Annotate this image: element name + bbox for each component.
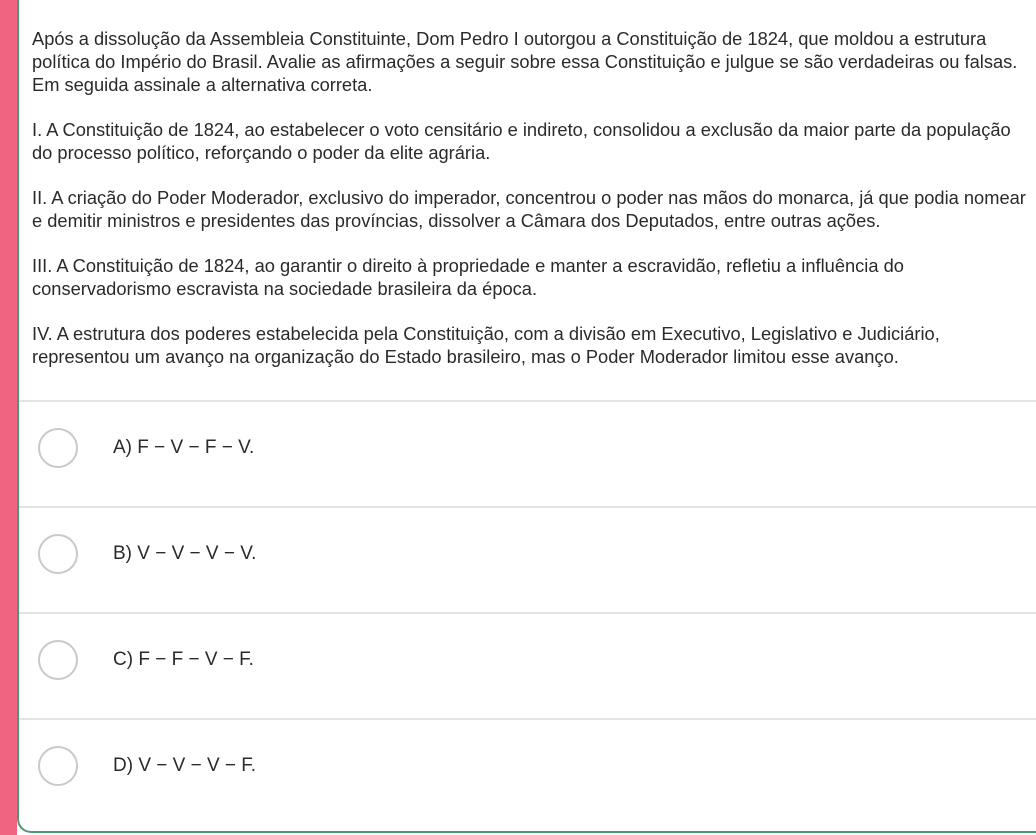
statement-4: IV. A estrutura dos poderes estabelecida pela Constituição, com a divisão em Executivo, Legislativo e Judiciário, representou um avanço na organização do Estado brasileiro, mas o Poder Moderador limitou esse avanço. [32, 323, 940, 367]
option-c-label: C) F − F − V − F. [113, 649, 254, 670]
radio-button-b[interactable] [38, 534, 78, 574]
option-b-label: B) V − V − V − V. [113, 543, 257, 564]
question-intro: Após a dissolução da Assembleia Constituinte, Dom Pedro I outorgou a Constituição de 1824, que moldou a estrutura política do Império do Brasil. Avalie as afirmações a seguir sobre essa Constituição e julgue se são verdadeiras ou falsas. Em seguida assinale a alternativa correta. [32, 28, 1018, 95]
radio-button-c[interactable] [38, 640, 78, 680]
option-d[interactable] [19, 720, 1036, 826]
radio-button-d[interactable] [38, 746, 78, 786]
option-b[interactable] [19, 508, 1036, 614]
statement-2: II. A criação do Poder Moderador, exclusivo do imperador, concentrou o poder nas mãos do monarca, já que podia nomear e demitir ministros e presidentes das províncias, dissolver a Câmara dos Deputados, entre outras ações. [32, 187, 1026, 231]
accent-bar [0, 0, 17, 835]
statement-3: III. A Constituição de 1824, ao garantir o direito à propriedade e manter a escravidão, refletiu a influência do conservadorismo escravista na sociedade brasileira da época. [32, 255, 904, 299]
option-a[interactable] [19, 402, 1036, 508]
option-a-label: A) F − V − F − V. [113, 437, 255, 458]
option-c[interactable] [19, 614, 1036, 720]
radio-button-a[interactable] [38, 428, 78, 468]
option-d-label: D) V − V − V − F. [113, 755, 257, 776]
answer-options [19, 402, 1036, 826]
question-card [17, 0, 1036, 833]
question-statement [19, 0, 1036, 402]
statement-1: I. A Constituição de 1824, ao estabelecer o voto censitário e indireto, consolidou a exclusão da maior parte da população do processo político, reforçando o poder da elite agrária. [32, 119, 1011, 163]
